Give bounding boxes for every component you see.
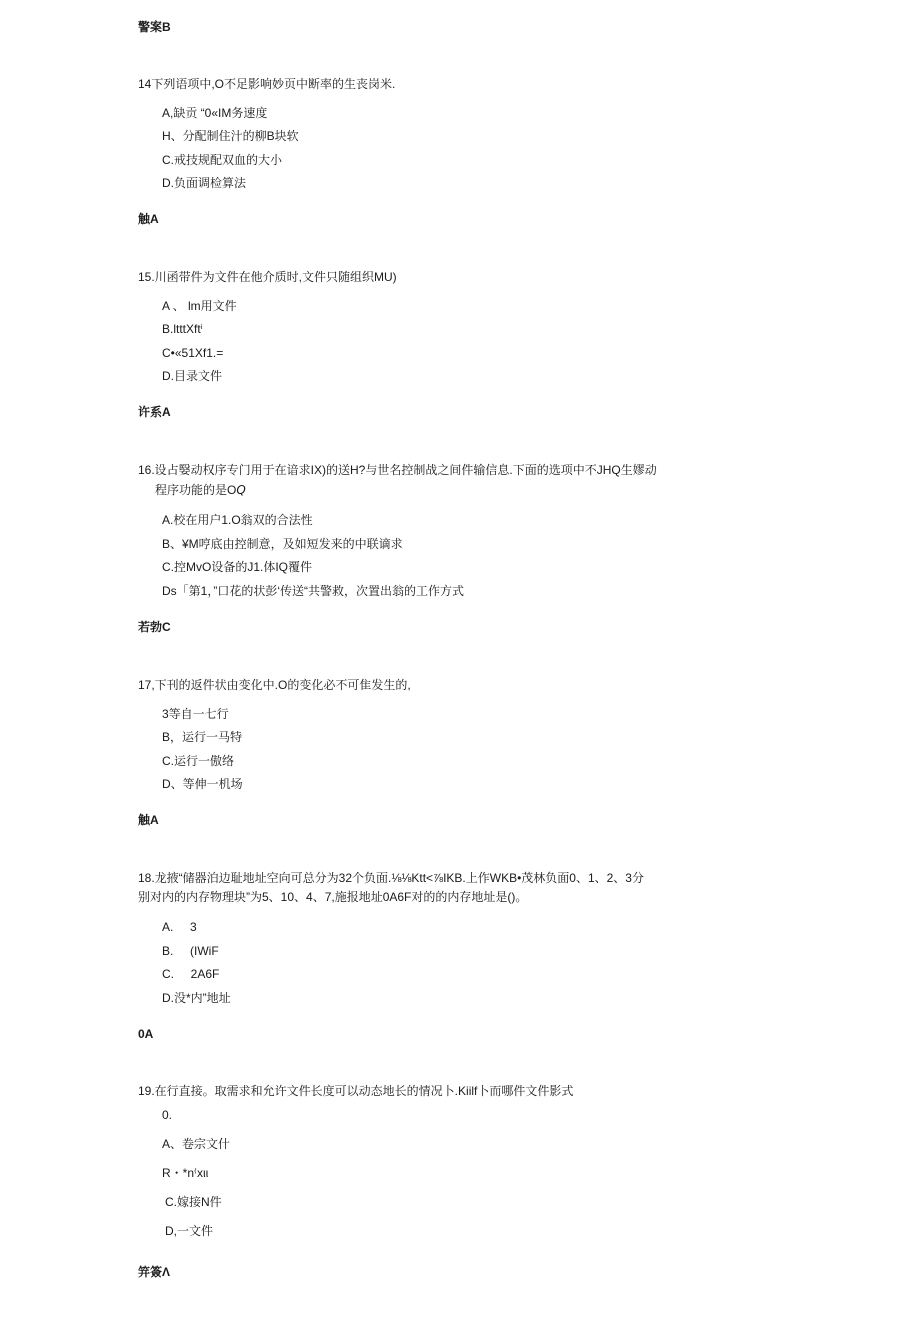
question-17-option-b: B，运行一马特 bbox=[162, 730, 243, 744]
answer-line: 警案B bbox=[138, 20, 171, 34]
question-18-option-b: B. (IWiF bbox=[162, 944, 219, 958]
question-15-stem: 15.川函带件为文件在他介质时,文件只随组织MU) bbox=[138, 270, 397, 284]
question-16-stem: 16.设占嫛动权序专门用于在谙求IX)的送H?与世名控制战之间件输信息.下面的选项中不JHQ生嫪动 bbox=[138, 463, 657, 477]
question-17-option-a: 3等自一七行 bbox=[162, 707, 229, 721]
question-18-stem: 18.龙掖“储器泊边耻地址空向可总分为32个负面.⅛⅛Ktt<⅞IKB.上作WKB•茂林负面0、1、2、3分 bbox=[138, 871, 644, 885]
question-16-option-d: Ds「第1，”口花的状彭‘传送“共警救，次置出翁的工作方式 bbox=[162, 584, 465, 598]
question-14-option-a: A,缺贡 “0«IM务速度 bbox=[162, 106, 268, 120]
question-18-option-c: C. 2A6F bbox=[162, 967, 220, 981]
question-14-option-b: H、分配制住汁的柳B块软 bbox=[162, 129, 299, 143]
question-14-option-c: C.戒技规配双血的大小 bbox=[162, 153, 283, 167]
question-17-answer: 触A bbox=[138, 813, 159, 827]
question-18-stem-continued: 别对内的内存物理块”为5、10、4、7,施报地址0A6F对的的内存地址是()。 bbox=[138, 890, 528, 904]
question-15-option-a: A 、 lm用文件 bbox=[162, 299, 237, 313]
question-19-stem-continued: 0. bbox=[162, 1108, 173, 1122]
question-17-stem: 17,下刊的返件状由变化中.O的变化必不可隹发生的, bbox=[138, 678, 411, 692]
question-18-option-d: D.没*内”地址 bbox=[162, 991, 231, 1005]
question-15-option-b: B.ltttXftⁱ bbox=[162, 322, 203, 336]
question-17-option-c: C.运行一傲络 bbox=[162, 754, 235, 768]
question-15-answer: 许系A bbox=[138, 405, 171, 419]
question-15-option-d: D.目录文件 bbox=[162, 369, 223, 383]
question-19-option-d: D,一文件 bbox=[165, 1224, 214, 1238]
question-19-option-c: C.嫁接N件 bbox=[165, 1195, 222, 1209]
question-19-option-b: R・*n⁽xιι bbox=[162, 1166, 209, 1180]
question-16-stem-continued: 程序功能的是O𝘘 bbox=[155, 483, 246, 497]
question-14-answer: 触A bbox=[138, 212, 159, 226]
question-17-option-d: D、等伸一机场 bbox=[162, 777, 243, 791]
question-18-option-a: A. 3 bbox=[162, 920, 197, 934]
question-19-option-a: A、卷宗文什 bbox=[162, 1137, 231, 1151]
question-14-option-d: D.负面调检算法 bbox=[162, 176, 247, 190]
question-19-stem: 19.在行直接。取需求和允许文件长度可以动态地长的情况卜.Kiilf卜而哪件文件影式 bbox=[138, 1084, 574, 1098]
question-16-answer: 若勃C bbox=[138, 620, 171, 634]
question-16-option-c: C.控MvO设备的J1.体IQ覆件 bbox=[162, 560, 313, 574]
question-15-option-c: C•«51Xf1.= bbox=[162, 346, 224, 360]
question-19-answer: 笄簽Λ bbox=[138, 1265, 171, 1279]
question-14-stem: 14下列语项中,O不足影响妙页中断率的生丧岗米. bbox=[138, 77, 396, 91]
question-16-option-a: A.校在用户1.O翁双的合法性 bbox=[162, 513, 313, 527]
question-18-answer: 0A bbox=[138, 1027, 154, 1041]
question-16-option-b: B、¥M哼底由控制意，及如短发来的中联谪求 bbox=[162, 537, 403, 551]
